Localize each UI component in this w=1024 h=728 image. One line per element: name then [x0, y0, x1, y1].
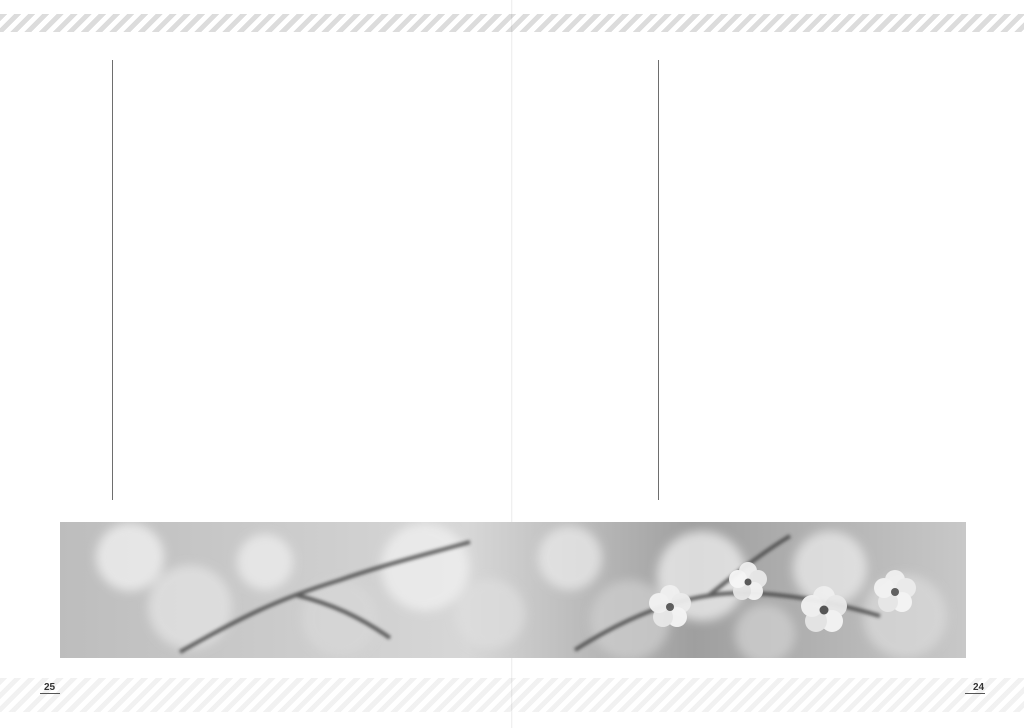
right-page-lower-text — [660, 245, 978, 477]
right-page-notes-rule — [658, 60, 659, 500]
right-page-number-rule — [965, 693, 985, 694]
left-page-upper-text — [262, 60, 500, 240]
left-page-notes-rule — [112, 60, 113, 500]
right-page-upper-text — [782, 60, 974, 256]
right-page-number: 24 — [973, 682, 985, 693]
left-page-number: 25 — [44, 682, 56, 693]
right-page-footnotes — [598, 60, 654, 500]
cherry-blossom-photo — [60, 522, 966, 658]
left-page-number-rule — [40, 693, 60, 694]
left-page-footnotes — [56, 60, 106, 500]
left-page-lower-text — [258, 245, 508, 477]
